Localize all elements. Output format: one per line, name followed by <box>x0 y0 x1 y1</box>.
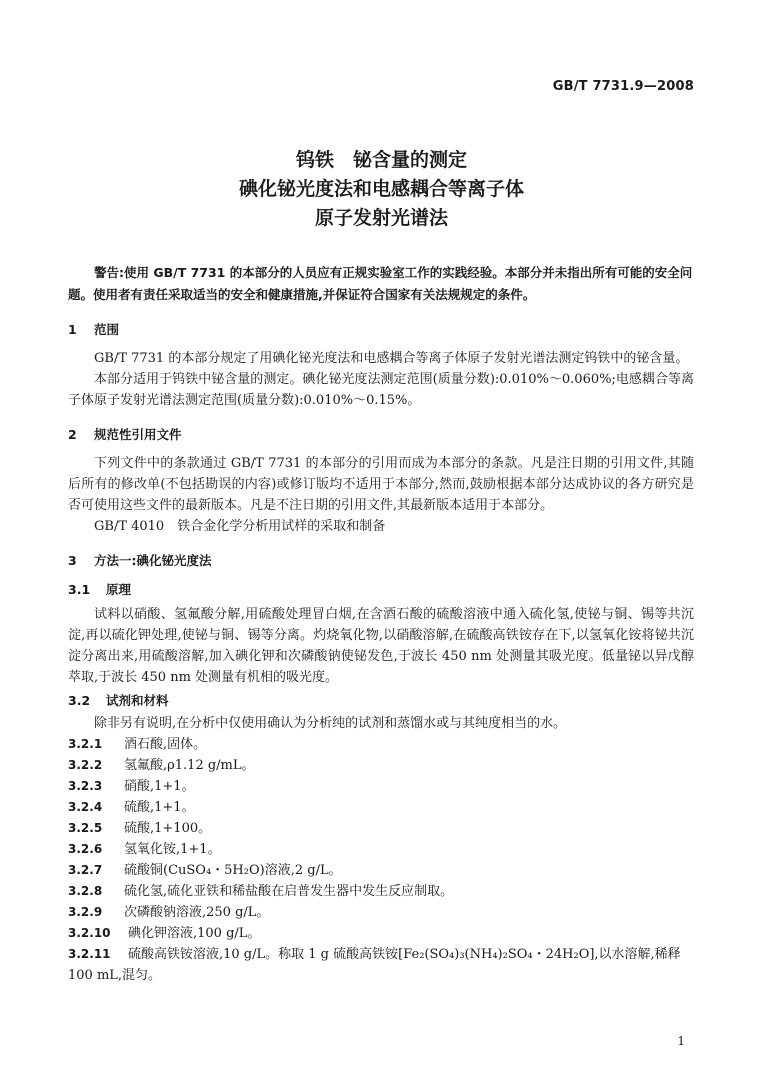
section-number: 3.1 <box>68 582 91 597</box>
section-3-heading <box>68 550 694 571</box>
section-title: 范围 <box>94 322 120 337</box>
list-item: 3.2.9 次磷酸钠溶液,250 g/L。 <box>68 905 270 920</box>
document-body <box>68 262 694 986</box>
section-number: 2 <box>68 427 77 442</box>
paragraph: 本部分适用于钨铁中铋含量的测定。碘化铋光度法测定范围(质量分数):0.010%～0.060%;电感耦合等离子体原子发射光谱法测定范围(质量分数):0.010%～0.15%。 <box>68 372 694 408</box>
section-number: 3 <box>68 553 77 568</box>
document-title <box>0 146 763 233</box>
paragraph: 除非另有说明,在分析中仅使用确认为分析纯的试剂和蒸馏水或与其纯度相当的水。 <box>94 716 567 731</box>
section-title: 试剂和材料 <box>106 693 169 708</box>
list-item: 3.2.1 酒石酸,固体。 <box>68 737 207 752</box>
section-title: 规范性引用文件 <box>94 427 182 442</box>
list-item: 3.2.5 硫酸,1+100。 <box>68 821 212 836</box>
section-number: 1 <box>68 322 77 337</box>
paragraph: 试料以硝酸、氢氟酸分解,用硫酸处理冒白烟,在含酒石酸的硫酸溶液中通入硫化氢,使铋与铜、锡等共沉淀,再以硫化钾处理,使铋与铜、锡等分离。灼烧氧化物,以硝酸溶解,在硫酸高铁铵存在下,以氢氧化铵将铋共沉淀分离出来,用硫酸溶解,加入碘化钾和次磷酸钠使铋发色,于波长 450 nm 处测量其吸光度。低量铋以异戊醇萃取,于波长 450 nm 处测量有机相的吸光度。 <box>68 607 694 685</box>
paragraph: 下列文件中的条款通过 GB/T 7731 的本部分的引用而成为本部分的条款。凡是注日期的引用文件,其随后所有的修改单(不包括勘误的内容)或修订版均不适用于本部分,然而,鼓励根据本部分达成协议的各方研究是否可使用这些文件的最新版本。凡是不注日期的引用文件,其最新版本适用于本部分。 <box>68 456 694 513</box>
section-number: 3.2 <box>68 693 91 708</box>
list-item: 3.2.3 硝酸,1+1。 <box>68 779 195 794</box>
section-1-heading <box>68 319 694 340</box>
section-title: 原理 <box>106 582 132 597</box>
section-3-2-heading <box>68 690 694 711</box>
paragraph: GB/T 7731 的本部分规定了用碘化铋光度法和电感耦合等离子体原子发射光谱法测定钨铁中的铋含量。 <box>94 351 689 366</box>
list-item: 3.2.8 硫化氢,硫化亚铁和稀盐酸在启普发生器中发生反应制取。 <box>68 884 454 899</box>
list-item: 3.2.2 氢氟酸,ρ1.12 g/mL。 <box>68 758 255 773</box>
reagent-list <box>68 734 694 986</box>
section-2-heading <box>68 424 694 445</box>
title-line-1: 钨铁 铋含量的测定 <box>295 149 467 171</box>
title-line-3: 原子发射光谱法 <box>314 207 448 229</box>
safety-warning: 警告:使用 GB/T 7731 的本部分的人员应有正规实验室工作的实践经验。本部分并未指出所有可能的安全问题。使用者有责任采取适当的安全和健康措施,并保证符合国家有关法规规定的条件。 <box>68 265 693 302</box>
section-title: 方法一:碘化铋光度法 <box>94 553 212 568</box>
list-item: 3.2.6 氢氧化铵,1+1。 <box>68 842 221 857</box>
page-number: 1 <box>677 1034 685 1048</box>
title-line-2: 碘化铋光度法和电感耦合等离子体 <box>238 178 524 200</box>
list-item: 3.2.7 硫酸铜(CuSO₄・5H₂O)溶液,2 g/L。 <box>68 863 342 878</box>
section-3-1-heading <box>68 579 694 600</box>
normative-reference: GB/T 4010 铁合金化学分析用试样的采取和制备 <box>94 519 386 534</box>
list-item: 3.2.10 碘化钾溶液,100 g/L。 <box>68 926 261 941</box>
standard-number: GB/T 7731.9—2008 <box>552 79 694 94</box>
list-item: 3.2.11 硫酸高铁铵溶液,10 g/L。称取 1 g 硫酸高铁铵[Fe₂(SO₄)₃(NH₄)₂SO₄・24H₂O],以水溶解,稀释 100 mL,混匀。 <box>68 947 681 983</box>
list-item: 3.2.4 硫酸,1+1。 <box>68 800 195 815</box>
